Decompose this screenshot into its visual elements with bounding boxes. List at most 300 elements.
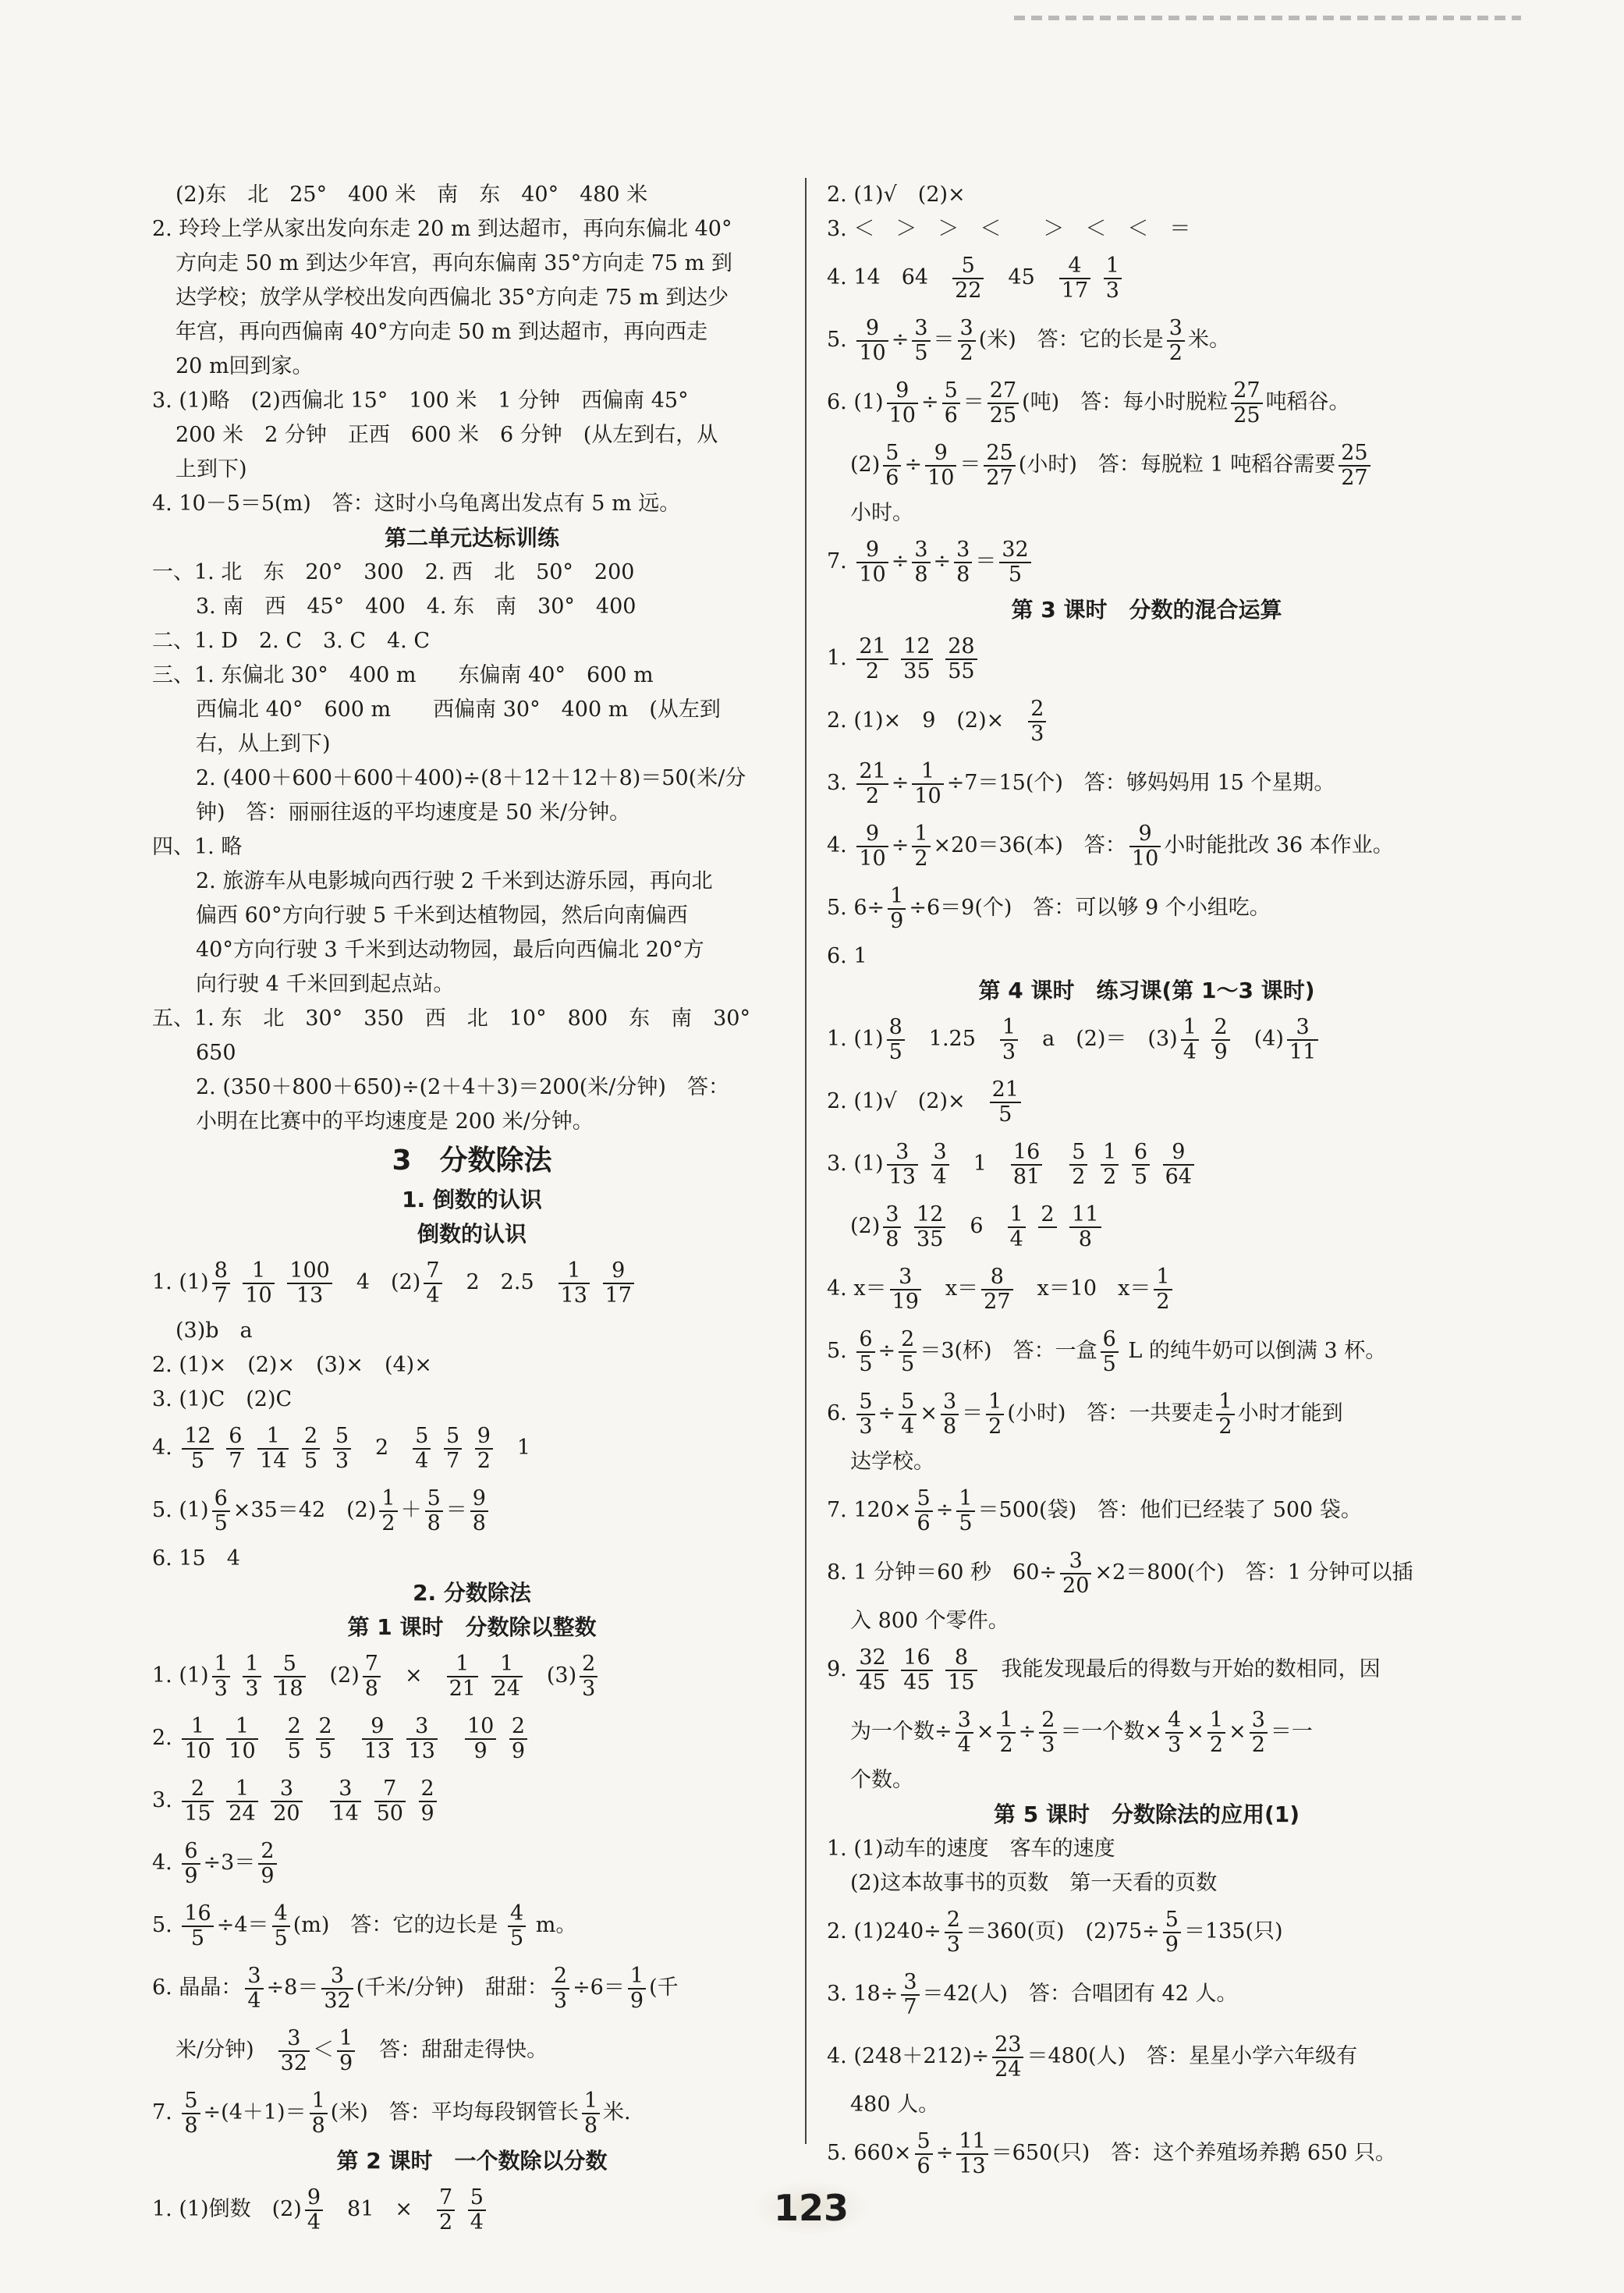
fraction (470, 1487, 488, 1535)
answer-line: 三、1. 东偏北 30° 400 m 东偏南 40° 600 m (152, 663, 654, 687)
fraction (226, 1777, 257, 1826)
fraction (984, 442, 1015, 490)
answer-line: 一、1. 北 东 20° 300 2. 西 北 50° 200 (152, 560, 635, 584)
answer-line: 3. 南 西 45° 400 4. 东 南 30° 400 (196, 595, 636, 619)
numerator: 1 (1181, 1016, 1199, 1041)
denominator: 3 (214, 1676, 228, 1701)
fraction (988, 379, 1019, 428)
denominator: 5 (1008, 562, 1023, 587)
denominator: 5 (888, 1039, 902, 1064)
answer-line: 4. 14 64 $\frac{5}{22}$ 45 $\frac{4}{17}$ $\frac{1}{3}$ (827, 247, 1466, 309)
fraction (182, 1425, 213, 1473)
fraction (243, 1652, 261, 1701)
answer-line: 3. (1) $\frac{3}{13}$ $\frac{3}{4}$ 1 $\frac{16}{81}$ $\frac{5}{2}$ $\frac{1}{2}$ $\frac{6}{5}$ $\frac{9}{64}$ (827, 1133, 1466, 1195)
fraction (475, 1425, 493, 1473)
fraction (582, 2089, 600, 2138)
numerator: 25 (984, 442, 1015, 467)
fraction (1216, 1390, 1234, 1439)
denominator: 9 (261, 1863, 275, 1888)
numerator: 2 (580, 1652, 597, 1677)
fraction (856, 1646, 888, 1695)
numerator: 1 (243, 1259, 274, 1284)
fraction (912, 538, 930, 587)
numerator: 7 (374, 1777, 406, 1802)
numerator: 5 (413, 1425, 431, 1450)
answer-line: 入 800 个零件。 (850, 1609, 1009, 1633)
denominator: 9 (420, 1801, 434, 1826)
fraction (1165, 1709, 1183, 1757)
denominator: 9 (890, 908, 904, 933)
fraction (941, 1390, 959, 1439)
denominator: 4 (901, 1414, 915, 1439)
numerator: 6 (856, 1328, 874, 1353)
fraction (1104, 254, 1122, 303)
fraction (424, 1259, 441, 1308)
numerator: 2 (285, 1715, 303, 1740)
page-number: 123 (753, 2181, 870, 2235)
fraction (243, 1259, 274, 1308)
fraction (419, 1777, 437, 1826)
denominator: 5 (959, 1510, 973, 1535)
denominator: 10 (184, 1738, 211, 1763)
section-heading: 第 5 课时 分数除法的应用(1) (993, 1801, 1300, 1827)
fraction (945, 1908, 963, 1957)
denominator: 7 (214, 1283, 228, 1308)
fraction (447, 1652, 478, 1701)
numerator: 32 (999, 538, 1030, 563)
fraction (1231, 379, 1262, 428)
denominator: 13 (959, 2153, 986, 2178)
answer-line: 向行驶 4 千米回到起点站。 (196, 972, 455, 996)
answer-line: 为一个数÷ $\frac{3}{4}$ × $\frac{1}{2}$ ÷ $\frac{2}{3}$ ＝一个数× $\frac{4}{3}$ × $\frac{1}{2}$ × $\frac{3}{2}$ ＝一 (850, 1707, 1313, 1757)
numerator: 3 (1167, 317, 1185, 342)
fraction (883, 442, 901, 490)
denominator: 8 (914, 562, 928, 587)
numerator: 2 (182, 1777, 213, 1802)
numerator: 12 (914, 1203, 945, 1228)
fraction (1129, 822, 1161, 871)
denominator: 9 (1214, 1039, 1228, 1064)
denominator: 6 (917, 2153, 931, 2178)
fraction (899, 1390, 917, 1439)
denominator: 2 (1103, 1164, 1117, 1189)
denominator: 18 (276, 1676, 303, 1701)
numerator: 1 (1000, 1016, 1018, 1041)
denominator: 3 (553, 1988, 568, 2013)
numerator: 21 (856, 635, 888, 660)
numerator: 2 (509, 1715, 527, 1740)
fraction (305, 2186, 323, 2234)
denominator: 10 (888, 403, 916, 428)
denominator: 3 (245, 1676, 259, 1701)
numerator: 28 (945, 635, 977, 660)
numerator: 6 (212, 1487, 230, 1512)
numerator: 10 (465, 1715, 496, 1740)
fraction (1000, 1016, 1018, 1064)
denominator: 24 (493, 1676, 520, 1701)
fraction (182, 1840, 200, 1888)
fraction (1038, 1203, 1056, 1251)
fraction (362, 1715, 393, 1763)
fraction (285, 1715, 303, 1763)
denominator: 9 (1165, 1932, 1179, 1957)
denominator: 2 (1156, 1289, 1170, 1314)
left-column (152, 178, 792, 2241)
denominator: 3 (1030, 721, 1044, 746)
answer-line: 7. $\frac{5}{8}$ ÷(4＋1)＝ $\frac{1}{8}$ (米) 答：平均每段钢管长 $\frac{1}{8}$ 米. (152, 2088, 631, 2138)
answer-line: 6. 15 4 (152, 1546, 240, 1571)
denominator: 14 (260, 1448, 287, 1473)
fraction (890, 1265, 921, 1314)
denominator: 35 (903, 658, 931, 683)
answer-line: 3. $\frac{2}{15}$ $\frac{1}{24}$ $\frac{3}{20}$ $\frac{3}{14}$ $\frac{7}{50}$ $\frac{2}{9}$ (152, 1769, 792, 1832)
numerator: 3 (887, 1141, 918, 1166)
denominator: 4 (415, 1448, 429, 1473)
denominator: 13 (560, 1283, 587, 1308)
numerator: 5 (915, 1487, 933, 1512)
fraction (912, 760, 943, 808)
fraction (958, 317, 976, 365)
numerator: 1 (447, 1652, 478, 1677)
denominator: 27 (984, 1289, 1011, 1314)
answer-line: 小时。 (850, 501, 913, 525)
denominator: 13 (363, 1738, 391, 1763)
answer-line: 6. 1 (827, 944, 867, 968)
fraction (226, 1425, 244, 1473)
denominator: 4 (247, 1988, 261, 2013)
denominator: 2 (988, 1414, 1002, 1439)
denominator: 11 (1289, 1039, 1317, 1064)
section-heading: 第 1 课时 分数除以整数 (347, 1614, 597, 1640)
fraction (182, 2089, 200, 2138)
denominator: 24 (995, 2057, 1022, 2082)
answer-line: 1. (1) $\frac{1}{3}$ $\frac{1}{3}$ $\frac{5}{18}$ (2) $\frac{7}{8}$ × $\frac{1}{21}$ $\frac{1}{24}$ (3) $\frac{2}{3}$ (152, 1645, 792, 1707)
denominator: 5 (509, 1926, 524, 1950)
numerator: 1 (1008, 1203, 1026, 1228)
answer-line: 五、1. 东 北 30° 350 西 北 10° 800 东 南 30° (152, 1006, 750, 1031)
fraction (925, 442, 956, 490)
fraction (272, 1902, 290, 1950)
answer-line: (2) $\frac{5}{6}$ ÷ $\frac{9}{10}$ ＝ $\frac{25}{27}$ (小时) 答：每脱粒 1 吨稻谷需要 $\frac{25}{27}$ (827, 434, 1466, 496)
numerator: 9 (305, 2186, 323, 2211)
denominator: 8 (942, 1414, 957, 1439)
numerator: 2 (258, 1840, 276, 1865)
denominator: 2 (381, 1510, 395, 1535)
numerator: 3 (901, 1971, 919, 1996)
denominator: 5 (190, 1926, 205, 1950)
numerator: 3 (406, 1715, 438, 1740)
answer-line: 5. (1) $\frac{6}{5}$ ×35＝42 (2) $\frac{1}{2}$ ＋ $\frac{5}{8}$ ＝ $\frac{9}{8}$ (152, 1479, 792, 1542)
denominator: 5 (274, 1926, 288, 1950)
denominator: 3 (582, 1676, 596, 1701)
answer-line: (3)b a (176, 1319, 253, 1343)
fraction (508, 1902, 526, 1950)
numerator: 6 (226, 1425, 244, 1450)
numerator: 1 (912, 822, 930, 847)
denominator: 3 (335, 1448, 349, 1473)
denominator: 4 (470, 2210, 484, 2234)
answer-line: 2. (350＋800＋650)÷(2＋4＋3)＝200(米/分钟) 答： (196, 1075, 729, 1099)
fraction (257, 1425, 289, 1473)
answer-line: 1. (1)倒数 (2) $\frac{9}{4}$ 81 × $\frac{7}{2}$ $\frac{5}{4}$ (152, 2178, 792, 2241)
numerator: 1 (1216, 1390, 1234, 1415)
numerator: 6 (1101, 1328, 1119, 1353)
denominator: 22 (955, 278, 982, 303)
denominator: 45 (903, 1670, 931, 1695)
answer-line: 6. $\frac{5}{3}$ ÷ $\frac{5}{4}$ × $\frac{3}{8}$ ＝ $\frac{1}{2}$ (小时) 答：一共要走 $\frac{1}{2}$ 小时才能到 (827, 1389, 1343, 1439)
answer-line: 40°方向行驶 3 千米到达动物园，最后向西偏北 20°方 (196, 938, 704, 962)
answer-line: 4. $\frac{12}{5}$ $\frac{6}{7}$ $\frac{1}{14}$ $\frac{2}{5}$ $\frac{5}{3}$ 2 $\frac{5}{4}$ $\frac{5}{7}$ $\frac{9}{2}$ 1 (152, 1423, 531, 1473)
denominator: 14 (332, 1801, 359, 1826)
denominator: 10 (229, 1738, 256, 1763)
fraction (942, 379, 960, 428)
answer-line: 小明在比赛中的平均速度是 200 米/分钟。 (196, 1109, 594, 1134)
fraction (1101, 1141, 1119, 1189)
numerator: 2 (419, 1777, 437, 1802)
answer-line: 偏西 60°方向行驶 5 千米到达植物园，然后向南偏西 (196, 903, 688, 928)
answer-line: 2. (400＋600＋600＋400)÷(8＋12＋12＋8)＝50(米/分 (196, 766, 746, 790)
fraction (316, 1715, 334, 1763)
denominator: 19 (892, 1289, 919, 1314)
denominator: 32 (324, 1988, 351, 2013)
fraction (406, 1715, 438, 1763)
numerator: 1 (226, 1715, 257, 1740)
denominator: 20 (1062, 1573, 1090, 1598)
fraction (226, 1715, 257, 1763)
answer-line: 3. (1)C (2)C (152, 1387, 293, 1411)
numerator: 7 (363, 1652, 381, 1677)
fraction (374, 1777, 406, 1826)
numerator: 2 (899, 1328, 917, 1353)
fraction (444, 1425, 462, 1473)
denominator: 21 (449, 1676, 476, 1701)
numerator: 5 (333, 1425, 351, 1450)
answer-line: 4. 10－5＝5(m) 答：这时小乌龟离出发点有 5 m 远。 (152, 492, 681, 516)
denominator: 20 (273, 1801, 300, 1826)
denominator: 2 (1209, 1732, 1224, 1757)
answer-line: 9. $\frac{32}{45}$ $\frac{16}{45}$ $\frac{8}{15}$ 我能发现最后的得数与开始的数相同，因 (827, 1645, 1381, 1695)
denominator: 5 (859, 1351, 873, 1376)
numerator: 5 (915, 2130, 933, 2155)
answer-line: (2)这本故事书的页数 第一天看的页数 (850, 1871, 1218, 1895)
fraction (413, 1425, 431, 1473)
fraction (551, 1965, 569, 2013)
denominator: 4 (307, 2210, 321, 2234)
numerator: 1 (491, 1652, 523, 1677)
fraction (887, 1016, 905, 1064)
denominator: 2 (914, 846, 928, 871)
denominator: 10 (859, 562, 886, 587)
fraction (1059, 254, 1090, 303)
numerator: 8 (945, 1646, 977, 1671)
numerator: 2 (945, 1908, 963, 1933)
denominator: 5 (318, 1738, 332, 1763)
fraction (981, 1265, 1012, 1314)
fraction (1163, 1141, 1194, 1189)
numerator: 9 (1129, 822, 1161, 847)
numerator: 5 (1163, 1908, 1181, 1933)
numerator: 3 (958, 317, 976, 342)
fraction (901, 1971, 919, 2019)
denominator: 4 (1009, 1226, 1023, 1251)
denominator: 3 (1002, 1039, 1016, 1064)
fraction (956, 1709, 973, 1757)
numerator: 9 (603, 1259, 634, 1284)
numerator: 5 (182, 2089, 200, 2114)
numerator: 4 (272, 1902, 290, 1927)
numerator: 16 (901, 1646, 932, 1671)
answer-line: 2. $\frac{1}{10}$ $\frac{1}{10}$ $\frac{2}{5}$ $\frac{2}{5}$ $\frac{9}{13}$ $\frac{3}{13}$ $\frac{10}{9}$ $\frac{2}{9}$ (152, 1707, 792, 1769)
right-column (827, 178, 1466, 2185)
denominator: 24 (229, 1801, 256, 1826)
numerator: 1 (986, 1390, 1004, 1415)
fraction (271, 1777, 302, 1826)
answer-line: 2. 玲玲上学从家出发向东走 20 m 到达超市，再向东偏北 40° (152, 217, 732, 241)
numerator: 3 (941, 1390, 959, 1415)
fraction (986, 1390, 1004, 1439)
fraction (856, 317, 888, 365)
answer-line: 上到下) (176, 457, 247, 481)
answer-line: 4. $\frac{9}{10}$ ÷ $\frac{1}{2}$ ×20＝36(本) 答： $\frac{9}{10}$ 小时能批改 36 本作业。 (827, 821, 1394, 871)
numerator: 21 (990, 1078, 1021, 1103)
numerator: 8 (887, 1016, 905, 1041)
numerator: 1 (997, 1709, 1015, 1734)
answer-line: 5. $\frac{6}{5}$ ÷ $\frac{2}{5}$ ＝3(杯) 答：一盒 $\frac{6}{5}$ L 的纯牛奶可以倒满 3 杯。 (827, 1326, 1387, 1376)
fraction (1101, 1328, 1119, 1376)
answer-line: 6. 晶晶： $\frac{3}{4}$ ÷8＝ $\frac{3}{32}$ (千米/分钟) 甜甜： $\frac{2}{3}$ ÷6＝ $\frac{1}{9}$ (千 (152, 1963, 679, 2013)
numerator: 1 (558, 1259, 590, 1284)
numerator: 11 (956, 2130, 988, 2155)
denominator: 2 (1072, 1164, 1086, 1189)
answer-line: 4. x＝ $\frac{3}{19}$ x＝ $\frac{8}{27}$ x＝10 x＝ $\frac{1}{2}$ (827, 1258, 1466, 1320)
fraction (379, 1487, 397, 1535)
numerator: 9 (856, 822, 888, 847)
answer-line: 2. (1)√ (2)× (827, 183, 966, 207)
numerator: 5 (425, 1487, 443, 1512)
denominator: 64 (1165, 1164, 1192, 1189)
fraction (258, 1840, 276, 1888)
fraction (182, 1777, 213, 1826)
denominator: 5 (287, 1738, 301, 1763)
section-heading: 1. 倒数的认识 (402, 1187, 542, 1212)
denominator: 6 (944, 403, 958, 428)
numerator: 3 (883, 1203, 901, 1228)
fraction (212, 1259, 230, 1308)
denominator: 4 (1183, 1039, 1197, 1064)
denominator: 55 (948, 658, 975, 683)
numerator: 8 (212, 1259, 230, 1284)
fraction (437, 2186, 455, 2234)
answer-line: (2) $\frac{3}{8}$ $\frac{12}{35}$ 6 $\frac{1}{4}$ 2 $\frac{11}{8}$ (827, 1195, 1466, 1258)
numerator: 9 (856, 317, 888, 342)
fraction (856, 635, 888, 683)
numerator: 11 (1069, 1203, 1101, 1228)
column-divider (805, 178, 807, 2144)
fraction (1211, 1016, 1229, 1064)
numerator: 1 (1207, 1709, 1225, 1734)
numerator: 5 (856, 1390, 874, 1415)
denominator: 5 (1133, 1164, 1148, 1189)
denominator: 4 (426, 1283, 440, 1308)
fraction (915, 1487, 933, 1535)
numerator: 16 (1011, 1141, 1042, 1166)
answer-line: 右，从上到下) (196, 732, 331, 756)
fraction (212, 1652, 230, 1701)
denominator: 2 (1251, 1732, 1265, 1757)
denominator: 2 (999, 1732, 1013, 1757)
answer-line: 480 人。 (850, 2092, 940, 2117)
answer-line: 7. 120× $\frac{5}{6}$ ÷ $\frac{1}{5}$ ＝500(袋) 答：他们已经装了 500 袋。 (827, 1485, 1362, 1535)
denominator: 5 (214, 1510, 228, 1535)
numerator: 2 (1211, 1016, 1229, 1041)
answer-line: 年宫，再向西偏南 40°方向走 50 m 到达超市，再向西走 (176, 320, 708, 344)
fraction (1163, 1908, 1181, 1957)
numerator: 9 (1163, 1141, 1194, 1166)
denominator: 3 (946, 1932, 960, 1957)
answer-line: (2)东 北 25° 400 米 南 东 40° 480 米 (176, 183, 648, 207)
fraction (945, 1646, 977, 1695)
fraction (1250, 1709, 1268, 1757)
denominator: 8 (583, 2113, 598, 2138)
fraction (1039, 1709, 1057, 1757)
answer-line: 3. ＜ ＞ ＞ ＜ ＞ ＜ ＜ ＝ (827, 217, 1191, 241)
numerator: 1 (1104, 254, 1122, 279)
denominator: 81 (1012, 1164, 1041, 1189)
numerator: 3 (931, 1141, 949, 1166)
numerator: 25 (1339, 442, 1370, 467)
fraction (956, 1487, 974, 1535)
answer-line: 2. (1)× (2)× (3)× (4)× (152, 1353, 432, 1377)
fraction (337, 2027, 355, 2075)
answer-line: 2. 旅游车从电影城向西行驶 2 千米到达游乐园，再向北 (196, 869, 713, 893)
answer-line: 5. 6÷ $\frac{1}{9}$ ÷6＝9(个) 答：可以够 9 个小组吃。 (827, 883, 1271, 933)
denominator: 8 (311, 2113, 325, 2138)
fraction (580, 1652, 597, 1701)
numerator: 5 (883, 442, 901, 467)
numerator: 3 (890, 1265, 921, 1290)
numerator: 4 (1059, 254, 1090, 279)
numerator: 12 (901, 635, 932, 660)
numerator: 3 (271, 1777, 302, 1802)
answer-line: 米/分钟) $\frac{3}{32}$ ＜ $\frac{1}{9}$ 答：甜甜走得快。 (176, 2025, 548, 2075)
answer-line: 二、1. D 2. C 3. C 4. C (152, 629, 430, 653)
fraction (1028, 697, 1046, 746)
section-heading: 第 3 课时 分数的混合运算 (1011, 597, 1282, 623)
denominator: 9 (511, 1738, 526, 1763)
fraction (856, 538, 888, 587)
numerator: 4 (1165, 1709, 1183, 1734)
denominator: 3 (1041, 1732, 1055, 1757)
numerator: 9 (470, 1487, 488, 1512)
fraction (558, 1259, 590, 1308)
denominator: 15 (948, 1670, 975, 1695)
fraction (491, 1652, 523, 1701)
fraction (212, 1487, 230, 1535)
fraction (899, 1328, 917, 1376)
fraction (954, 538, 972, 587)
fraction (245, 1965, 263, 2013)
chapter-title: 3 分数除法 (392, 1145, 552, 1177)
numerator: 9 (362, 1715, 393, 1740)
section-heading: 倒数的认识 (417, 1221, 527, 1247)
fraction (1287, 1016, 1318, 1064)
answer-line: 方向走 50 m 到达少年宫，再向东偏南 35°方向走 75 m 到 (176, 251, 732, 275)
answer-line: 达学校。 (850, 1450, 934, 1474)
answer-line: 西偏北 40° 600 m 西偏南 30° 400 m (从左到 (196, 697, 721, 722)
denominator: 2 (439, 2210, 453, 2234)
denominator: 5 (1102, 1351, 1116, 1376)
denominator: 13 (408, 1738, 435, 1763)
